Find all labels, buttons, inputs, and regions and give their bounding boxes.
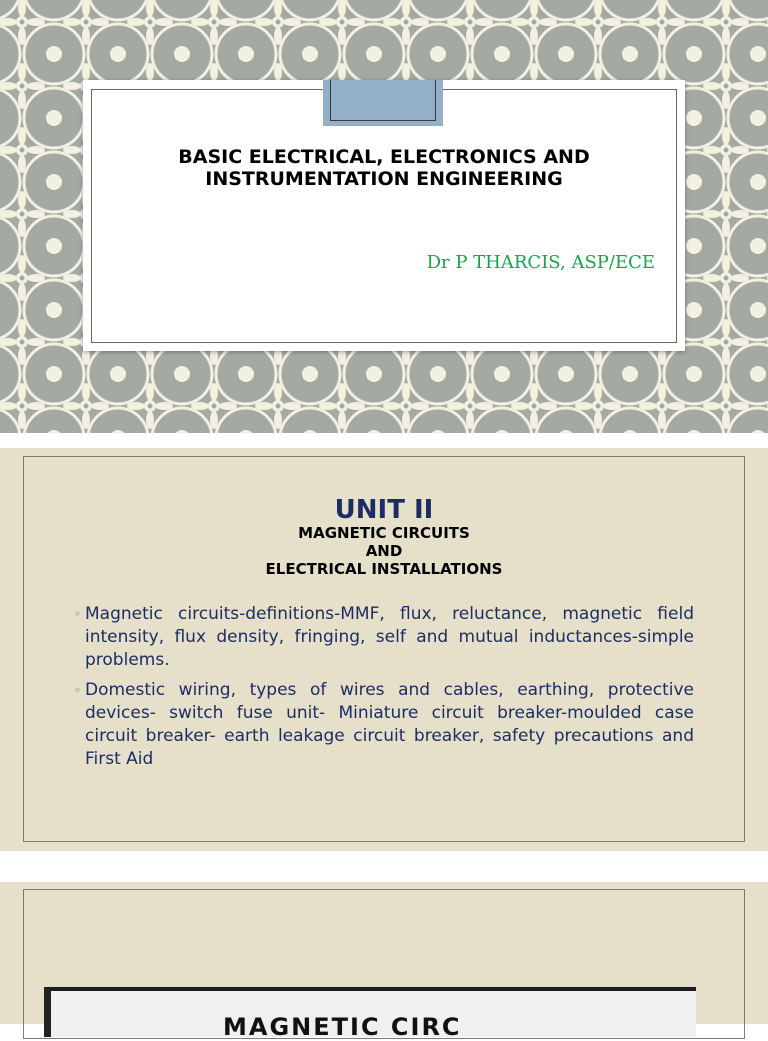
scanned-page-image	[44, 987, 696, 1041]
presentation-title: BASIC ELECTRICAL, ELECTRONICS AND INSTRUMENTATION ENGINEERING	[178, 146, 590, 190]
bullet-circle-icon: ◦	[74, 607, 82, 621]
unit-subtitle: MAGNETIC CIRCUITS AND ELECTRICAL INSTALLATIONS	[265, 524, 503, 578]
title-card-border	[91, 89, 677, 343]
topic-text: Domestic wiring, types of wires and cables, earthing, protective devices- switch fuse unit- Miniature circuit breaker-moulded case circuit breaker- earth leakage circuit breaker, safety precautions and First Aid	[85, 680, 694, 769]
author-name: Dr P THARCIS, ASP/ECE	[426, 252, 655, 273]
list-item	[74, 679, 694, 771]
topic-text: Magnetic circuits-definitions-MMF, flux, reluctance, magnetic field intensity, flux density, fringing, self and mutual inductances-simple problems.	[85, 604, 694, 670]
photo-slide	[0, 882, 768, 1041]
unit-heading: UNIT II	[334, 495, 434, 525]
bullet-circle-icon: ◦	[74, 683, 82, 697]
scanned-heading: MAGNETIC CIRC	[223, 1013, 462, 1041]
unit-slide	[0, 448, 768, 851]
title-slide	[0, 0, 768, 433]
list-item	[74, 603, 694, 672]
topic-list	[74, 603, 694, 778]
title-card	[83, 80, 685, 351]
accent-tab	[323, 80, 443, 126]
unit-slide-frame	[23, 456, 745, 842]
